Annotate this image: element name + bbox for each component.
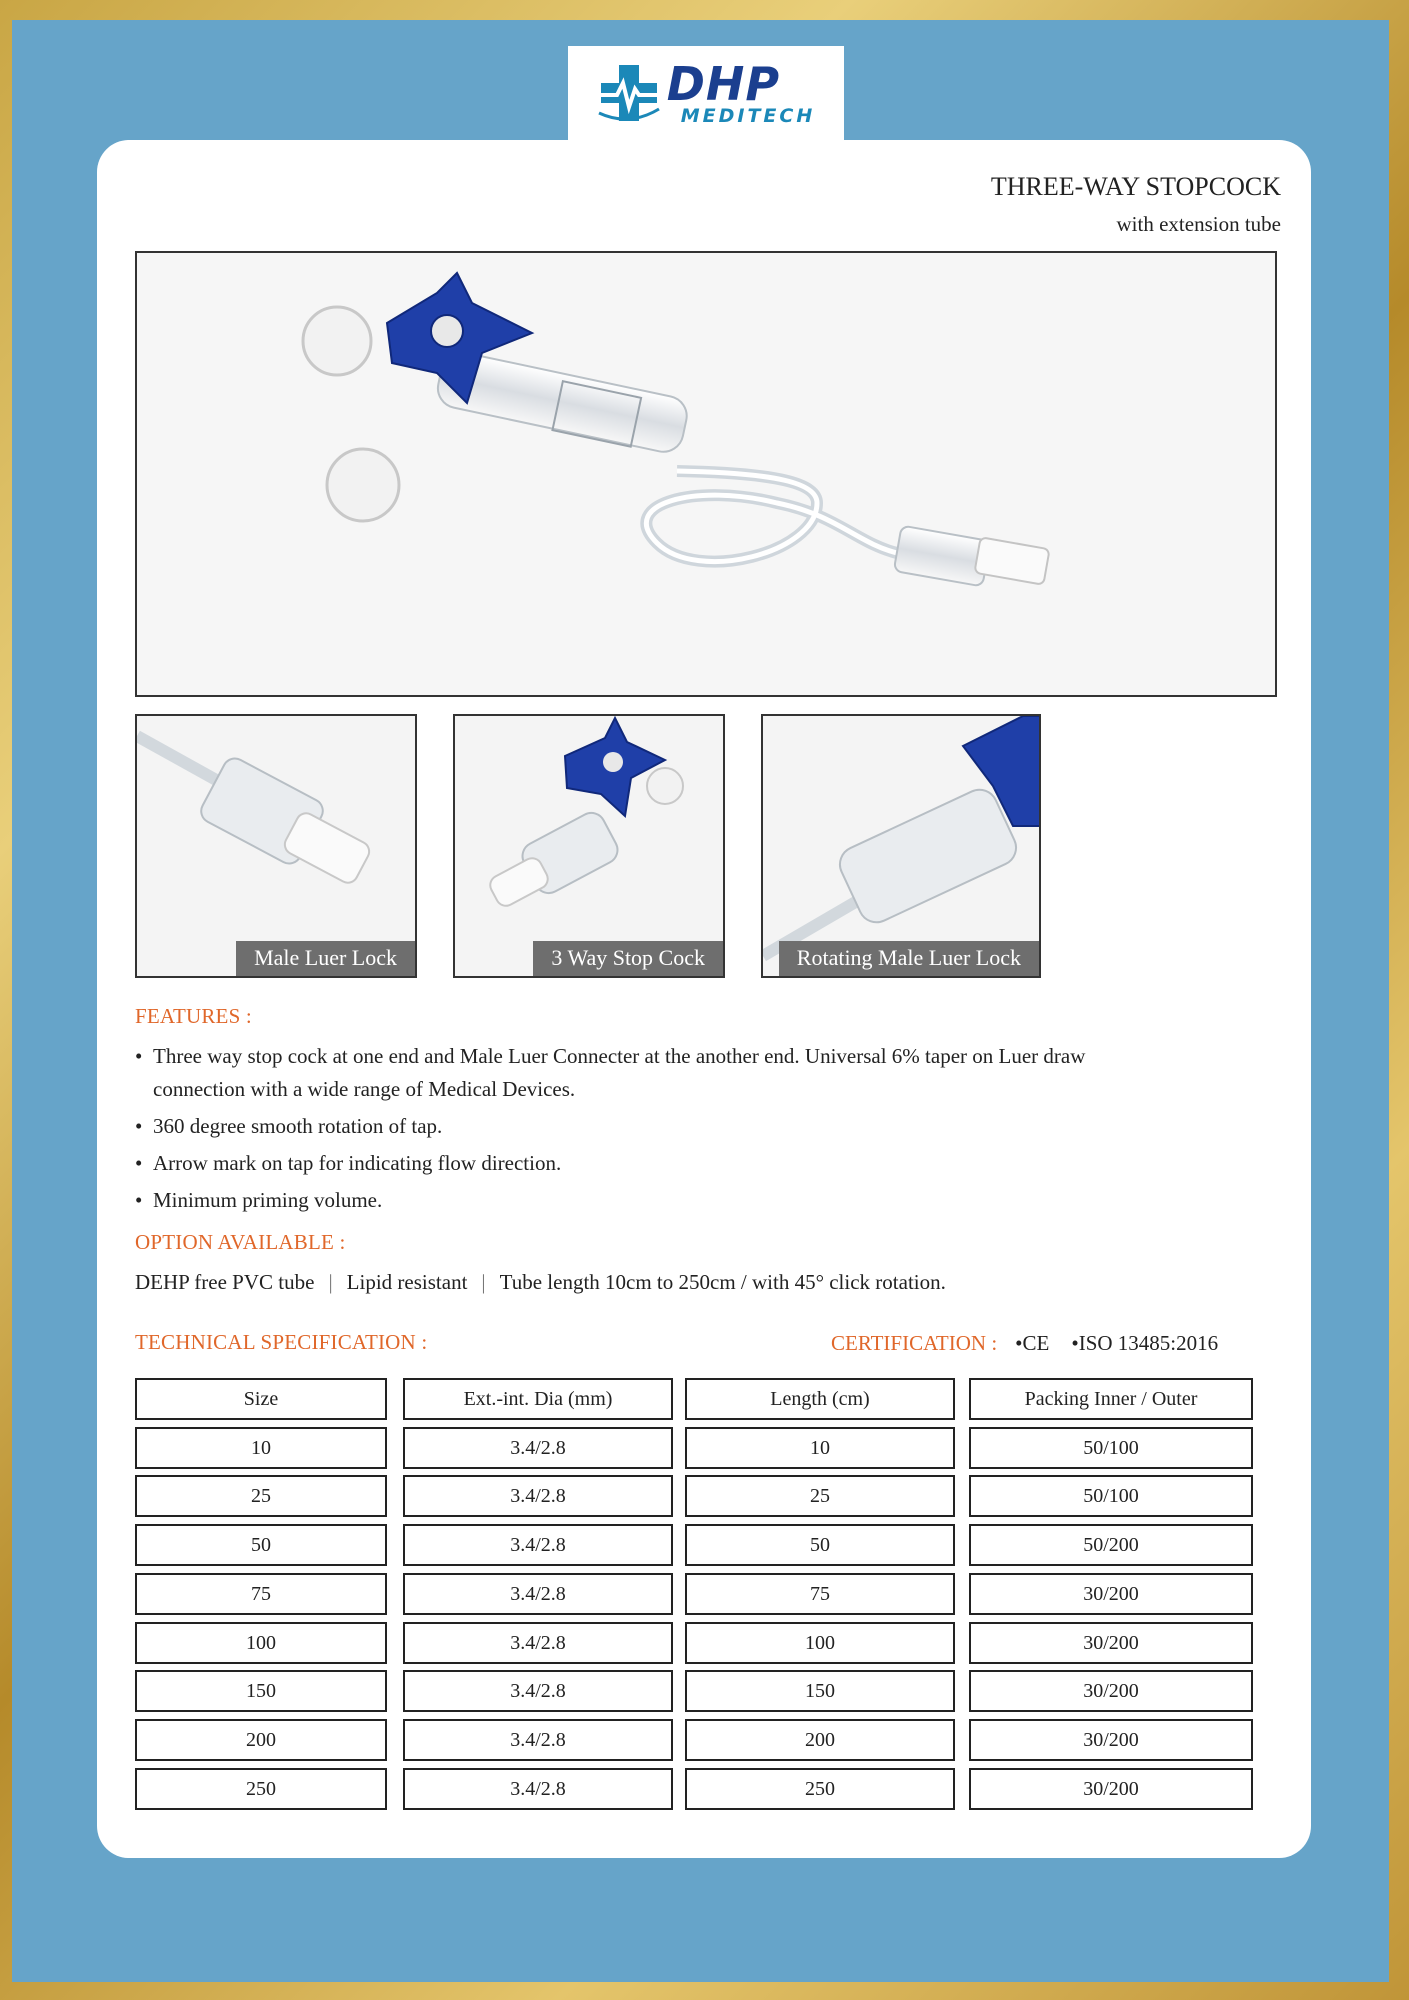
table-cell: 50/200 [969,1524,1253,1566]
features-heading: FEATURES : [135,1004,252,1028]
company-logo [568,46,844,140]
thumbnail-caption: 3 Way Stop Cock [533,941,723,976]
feature-item: • Arrow mark on tap for indicating flow direction. [135,1147,1135,1180]
table-cell: 75 [135,1573,387,1615]
table-cell: 3.4/2.8 [403,1670,673,1712]
table-cell: 30/200 [969,1622,1253,1664]
table-cell: 50 [135,1524,387,1566]
table-cell: 150 [135,1670,387,1712]
product-card [97,140,1311,1858]
feature-item: • Three way stop cock at one end and Male Luer Connecter at the another end. Universal 6% taper on Luer draw connection with a wide range of Medical Devices. [135,1040,1135,1106]
table-cell: 10 [135,1427,387,1469]
table-cell: 200 [135,1719,387,1761]
certification-heading: CERTIFICATION : [831,1331,998,1355]
product-title: THREE-WAY STOPCOCK [990,172,1281,201]
table-header-cell: Length (cm) [685,1378,955,1420]
table-cell: 25 [685,1475,955,1517]
option-item: Lipid resistant [346,1270,468,1294]
product-subtitle: with extension tube [1116,212,1281,236]
medical-cross-icon [597,61,661,125]
table-cell: 30/200 [969,1573,1253,1615]
table-cell: 25 [135,1475,387,1517]
options-line: DEHP free PVC tube | Lipid resistant | Tube length 10cm to 250cm / with 45° click rotation. [135,1270,946,1294]
rotating-luer-illustration [763,716,1041,978]
male-luer-illustration [137,716,417,978]
certification-item: •CE [1015,1331,1050,1355]
table-cell: 250 [135,1768,387,1810]
feature-item: • 360 degree smooth rotation of tap. [135,1110,1135,1143]
table-cell: 75 [685,1573,955,1615]
thumbnail-rotating-male-luer-lock [761,714,1041,978]
table-cell: 50/100 [969,1427,1253,1469]
table-cell: 3.4/2.8 [403,1622,673,1664]
table-header-cell: Packing Inner / Outer [969,1378,1253,1420]
table-cell: 100 [685,1622,955,1664]
table-cell: 30/200 [969,1768,1253,1810]
logo-brand: DHP [666,56,781,111]
table-cell: 200 [685,1719,955,1761]
option-item: DEHP free PVC tube [135,1270,315,1294]
table-cell: 3.4/2.8 [403,1573,673,1615]
table-cell: 30/200 [969,1719,1253,1761]
table-cell: 50 [685,1524,955,1566]
table-cell: 50/100 [969,1475,1253,1517]
table-cell: 3.4/2.8 [403,1719,673,1761]
options-heading: OPTION AVAILABLE : [135,1230,346,1254]
table-cell: 100 [135,1622,387,1664]
thumbnail-male-luer-lock [135,714,417,978]
table-cell: 3.4/2.8 [403,1475,673,1517]
certification-item: •ISO 13485:2016 [1071,1331,1219,1355]
table-cell: 30/200 [969,1670,1253,1712]
stopcock-illustration [137,253,1277,697]
technical-heading: TECHNICAL SPECIFICATION : [135,1330,428,1354]
table-cell: 3.4/2.8 [403,1768,673,1810]
features-list [135,1040,1135,1221]
table-cell: 3.4/2.8 [403,1524,673,1566]
thumbnail-caption: Male Luer Lock [236,941,415,976]
logo-subtitle: MEDITECH [680,104,816,127]
certification-line [831,1331,1240,1356]
option-item: Tube length 10cm to 250cm / with 45° click rotation. [499,1270,946,1294]
feature-item: • Minimum priming volume. [135,1184,1135,1217]
product-hero-image [135,251,1277,697]
thumbnail-caption: Rotating Male Luer Lock [779,941,1039,976]
table-header-cell: Size [135,1378,387,1420]
table-cell: 150 [685,1670,955,1712]
table-header-cell: Ext.-int. Dia (mm) [403,1378,673,1420]
thumbnail-3-way-stop-cock [453,714,725,978]
table-cell: 250 [685,1768,955,1810]
table-cell: 3.4/2.8 [403,1427,673,1469]
table-cell: 10 [685,1427,955,1469]
stop-cock-illustration [455,716,725,978]
